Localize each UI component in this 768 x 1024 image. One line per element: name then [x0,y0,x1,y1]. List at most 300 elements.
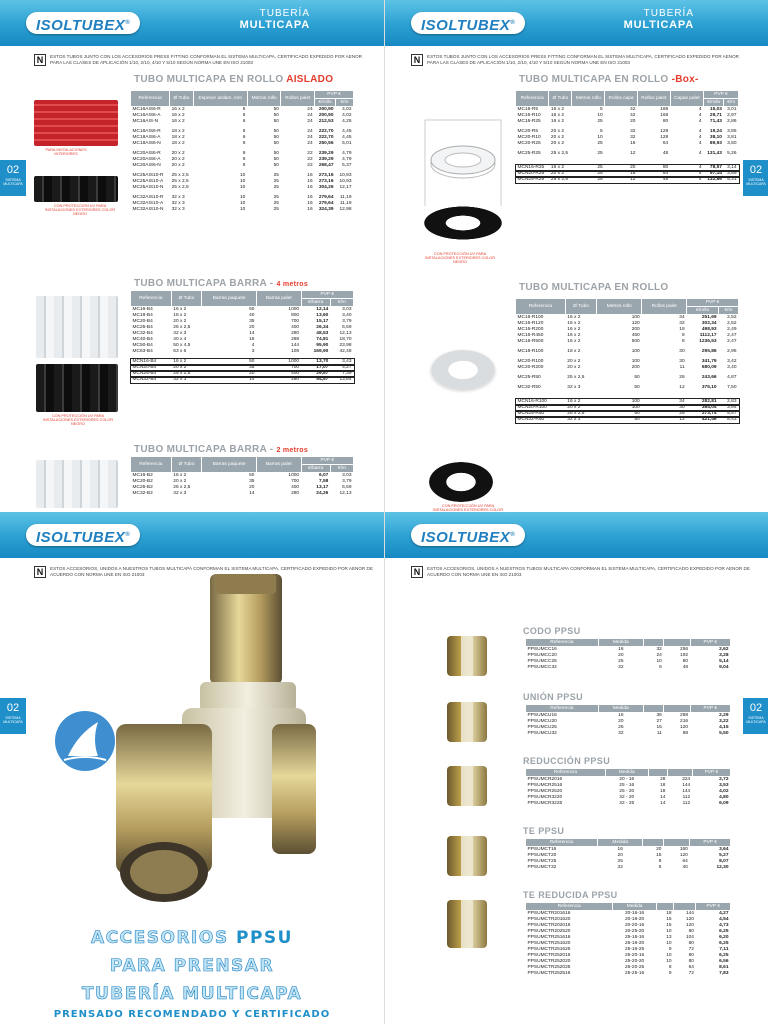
reference-cell: MC63-B4 [132,349,153,354]
table-cell: 10 [240,173,246,178]
reference-cell: MC16-R200 [517,327,544,332]
table-cell: 239,29 [318,151,334,156]
table-cell: 13,60 [316,313,329,318]
table-cell: 120 [680,725,689,730]
header-title-top: TUBERÍA [643,8,694,19]
table-cell: 25 [618,725,624,730]
reference-cell: MC25-B4 [132,325,153,330]
table-cell: 11,19 [339,195,352,200]
table-cell: 20 [249,325,255,330]
n-certification-icon: N [34,54,46,66]
table-cell: 16 x 2 [173,307,187,312]
table-cell: 4,80 [719,795,729,800]
rollo-aislado-table [130,90,354,213]
table-header-cell: PVP € [690,639,730,647]
table-cell: 50 [273,163,279,168]
table-cell: 9 [668,947,672,952]
table-cell: 4,79 [342,157,352,162]
reference-cell: MC20-B2 [132,479,153,484]
table-cell: 16 x 2 [173,473,187,478]
table-cell: 25 [597,141,603,146]
reference-cell: MCN32-R50 [517,417,545,422]
table-cell: 10 [666,941,672,946]
table-cell: 26 [679,411,685,416]
ppsu-fitting-photo [447,766,487,806]
table-cell: 10 [666,959,672,964]
table-cell: 16 x 2 [171,113,185,118]
table-cell: 16 x 2 [567,321,581,326]
table-cell: 6 [242,129,246,134]
table-cell: 16 [307,173,313,178]
table-row [526,865,731,871]
table-cell: 24 [307,119,313,124]
table-cell: 80 [682,659,689,664]
table-cell: 19,24 [709,129,722,134]
table-cell: 5 [599,107,603,112]
table-cell: 112 [682,795,691,800]
table-cell: 97,14 [709,171,722,176]
table-cell: 12,17 [339,185,352,190]
table-cell: 2,72 [719,777,729,782]
table-cell: 104 [685,935,694,940]
table-header-pvp: PVP € [704,91,739,99]
white-coil-photo [431,350,495,390]
table-cell: 34 [679,399,685,404]
reference-cell: MCN20-R25 [517,171,545,176]
reference-cell: PPSUMCTR251620 [527,941,571,946]
table-cell: 18 [666,911,672,916]
table-cell: 12,13 [339,331,352,336]
table-cell: 16 [307,207,313,212]
table-cell: 25-16-20 [624,941,645,946]
table-cell: 3,84 [727,405,737,410]
table-cell: 24 [307,113,313,118]
table-cell: 5,47 [727,411,737,416]
table-cell: 6,59 [342,325,352,330]
table-cell: 4,02 [342,113,352,118]
table-cell: 498,93 [701,327,717,332]
table-cell: 18 x 2 [171,129,185,134]
table-cell: 20-25-20 [624,929,645,934]
table-cell: 13,17 [316,485,329,490]
table-cell: 5,31 [727,177,737,182]
table-header-cell: €/m [336,99,354,107]
table-cell: 280 [291,377,300,382]
table-cell: 20-16-20 [624,917,645,922]
table-cell: 20 x 2 [171,163,185,168]
table-cell: 32 - 20 [619,795,635,800]
table-cell: 25 [273,201,279,206]
red-pipe-note: PARA INSTALACIONES INTERIORES [45,148,87,157]
table-row [516,177,739,183]
table-header-cell [674,903,696,911]
table-cell: 5,37 [342,163,352,168]
table-cell: 16 [630,141,636,146]
table-cell: 144 [682,783,691,788]
table-cell: 4,45 [342,129,352,134]
table-cell: 64 [688,965,694,970]
table-header-cell [667,769,692,777]
table-header-cell: Barras palet [256,291,301,307]
pipe-coil-box-diagram [421,100,505,220]
table-cell: 3,01 [727,107,737,112]
page-24 [0,512,384,1024]
table-cell: 20 x 2 [550,135,564,140]
table-cell: 7,50 [727,385,737,390]
table-cell: 2,62 [719,647,729,652]
table-cell: 18 [660,783,666,788]
table-cell: 100 [631,315,640,320]
barra-note: CON PROTECCIÓN UV PARA INSTALACIONES EXTERIORES COLOR NEGRO [42,414,114,427]
table-row [526,665,731,671]
table-header-cell [643,839,664,847]
table-header-cell: Referencia [526,839,598,847]
table-cell: 40 x 4 [173,337,187,342]
header-titles [624,8,694,31]
table-header-cell: Medida [597,839,643,847]
header-title-bottom: MULTICAPA [623,19,694,31]
page-25 [384,512,768,1024]
page-23 [384,0,768,512]
chapter-tab [0,698,26,734]
ppsu-fitting-photo [447,900,487,948]
ppsu-tee-fitting-photo [112,574,320,914]
chapter-tab [743,160,768,196]
table-cell: 6 [659,665,662,670]
table-cell: 34 [679,315,685,320]
section-title-2: REDUCCIÓN PPSU [523,756,611,766]
table-cell: 200 [631,365,640,370]
table-cell: 10,93 [339,173,352,178]
table-cell: 14 [249,377,255,382]
reference-cell: PPSUMCT20 [527,853,557,858]
page-22 [0,0,384,512]
table-cell: 12,30 [716,865,729,870]
table-cell: 14 [660,795,666,800]
table-cell: 20 x 2 [550,129,564,134]
section-title-1: UNIÓN PPSU [523,692,584,702]
table-cell: 3,42 [727,359,737,364]
table-cell: 11 [679,365,685,370]
reference-cell: MCN20-R100 [517,405,547,410]
table-cell: 42 [630,113,636,118]
table-cell: 16 [307,179,313,184]
chapter-number: 02 [6,702,20,714]
table-cell: 224 [682,777,691,782]
table-row [131,377,354,383]
reference-cell: MC32-R50 [517,385,541,390]
table-cell: 4,25 [342,119,352,124]
table-cell: 25 x 2,5 [173,485,191,490]
table-row [131,491,354,497]
table-cell: 700 [291,479,300,484]
table-row [526,971,731,977]
table-cell: 25-20-25 [624,965,645,970]
table-cell: 131,43 [707,151,722,156]
table-header-cell: Rollos palet [637,91,670,107]
reference-cell: MC18-B4 [132,313,153,318]
section-title-4: TE REDUCIDA PPSU [523,890,618,900]
table-row [526,731,731,737]
table-cell: 14 [249,331,255,336]
reference-cell: PPSUMCU25 [527,725,557,730]
table-cell: 16 x 2 [567,327,581,332]
table-cell: 18,70 [339,337,352,342]
reference-cell: PPSUMCC16 [527,647,557,652]
section-title-rollo-aislado: TUBO MULTICAPA EN ROLLO AISLADO [134,74,334,85]
table-cell: 400 [291,325,300,330]
table-cell: 29,57 [316,371,329,376]
reference-cell: MC40-B4 [132,337,153,342]
reference-cell: PPSUMCU20 [527,719,557,724]
table-header-cell [643,705,663,713]
table-cell: 3,85 [727,129,737,134]
table-cell: 3,22 [719,719,729,724]
n-certification-icon: N [411,54,423,66]
table-cell: 144 [682,789,691,794]
table-header-cell: €/barra [301,465,330,473]
table-cell: 15 [656,853,662,858]
table-cell: 20-16-16 [624,911,645,916]
reference-cell: MC20-R10 [517,135,541,140]
chapter-number: 02 [6,164,20,176]
table-cell: 450 [631,333,640,338]
table-cell: 25 [597,171,603,176]
table-cell: 32 x 3 [567,417,581,422]
table-cell: 13 [666,935,672,940]
reference-cell: MC20AIS6-R [132,151,161,156]
table-cell: 6,20 [719,935,729,940]
table-cell: 8,61 [719,965,729,970]
table-cell: 8 [668,965,672,970]
reference-cell: MC16-R5 [517,107,539,112]
table-cell: 28 [660,777,666,782]
chapter-label: SISTEMA MULTICAPA [746,716,766,724]
chapter-tab [0,160,26,196]
table-cell: 26,34 [316,325,329,330]
table-cell: 6,59 [342,485,352,490]
intro-text-block [34,54,374,66]
table-cell: 80 [662,119,669,124]
table-cell: 280 [291,491,300,496]
intro-text: ESTOS TUBOS JUNTO CON LOS ACCESORIOS PRESS FITTING CONFORMAN EL SISTEMA MULTICAPA, CERTIFICADO EXPEDIDO POR AENOR PARA LAS CLASES DE APLICACIÓN 1/10, 2/10, 4/10 Y 5/10 SEGÚN NORMA UNE EN ISO 21003 [427,54,740,65]
table-cell: 64 [662,141,669,146]
table-cell: 25 [617,859,623,864]
table-cell: 4 [698,113,702,118]
table-cell: 11 [656,731,662,736]
reference-cell: MC25-B2 [132,485,153,490]
table-cell: 16 x 2 [567,333,581,338]
reference-cell: MC18AIS6-N [132,141,161,146]
table-cell: 78,57 [709,165,722,170]
table-cell: 88 [682,731,689,736]
table-cell: 4,45 [342,135,352,140]
table-header-cell: Barras paquete [202,457,257,473]
table-cell: 4 [698,141,702,146]
table-cell: 2,29 [719,713,729,718]
reference-cell: PPSUMCR2016 [527,777,563,782]
table-cell: 4 [698,151,702,156]
table-row [516,417,739,423]
table-cell: 212,53 [318,119,334,124]
table-cell: 4 [698,119,702,124]
table-cell: 160 [679,847,688,852]
table-cell: 3,03 [342,473,352,478]
table-cell: 273,16 [318,173,334,178]
table-cell: 40 [682,865,688,870]
black-insulated-pipe-photo [34,176,118,202]
table-cell: 80 [688,929,694,934]
table-cell: 20 [618,719,624,724]
table-cell: 384,04 [701,405,717,410]
reference-cell: MC16-B4 [132,307,153,312]
table-cell: 27 [656,719,662,724]
table-header-cell [643,639,663,647]
table-cell: 3,53 [719,783,729,788]
table-cell: 10 [240,207,246,212]
table-cell: 2,86 [727,119,737,124]
section-title-barra-2m: TUBO MULTICAPA BARRA - 2 metros [134,444,309,455]
table-header-cell: Rollos palet [642,299,687,315]
table-cell: 700 [291,365,300,370]
table-cell: 32 [679,321,685,326]
reference-cell: PPSUMCR2520 [527,789,563,794]
table-cell: 144 [291,343,300,348]
table-cell: 120 [679,853,688,858]
table-cell: 25 x 2,5 [550,177,568,182]
intro-text-block [411,54,751,66]
table-header-cell: Medida [598,639,643,647]
table-cell: 256 [680,647,689,652]
table-header-cell: €/m [719,307,739,315]
table-cell: 421,46 [701,417,717,422]
page-header [0,0,384,46]
table-cell: 25 [273,179,279,184]
reference-cell: PPSUMCC20 [527,653,557,658]
table-cell: 32 [618,731,624,736]
headline-line-2: PARA PRENSAR [109,956,275,976]
table-cell: 279,64 [318,195,334,200]
table-cell: 8,43 [727,417,737,422]
table-header-cell: Metros rollo [247,91,281,107]
table-cell: 273,74 [701,411,717,416]
chapter-label: SISTEMA MULTICAPA [746,178,766,186]
table-cell: 4,73 [719,923,729,928]
table-cell: 25 [273,173,279,178]
reference-cell: PPSUMCT16 [527,847,557,852]
table-cell: 16 x 2 [550,113,564,118]
chapter-number: 02 [749,164,763,176]
reference-cell: MC16-R10 [517,113,541,118]
reference-cell: PPSUMCT25 [527,859,557,864]
ppsu-table-3 [525,838,731,871]
table-cell: 12,14 [316,307,329,312]
table-header-cell: PVP € [692,769,730,777]
table-cell: 144 [685,911,694,916]
reference-cell: MC16-R120 [517,321,544,326]
table-cell: 4 [698,135,702,140]
page-header [0,512,384,558]
table-cell: 16 [618,713,624,718]
table-cell: 2,97 [727,113,737,118]
table-cell: 50 [634,375,640,380]
table-cell: 5 [658,865,662,870]
reference-cell: PPSUMCTR252016 [527,953,571,958]
table-cell: 16 x 2 [173,359,187,364]
table-cell: 6 [242,119,246,124]
table-header-cell: Rollos capa [605,91,638,107]
n-certification-icon: N [34,566,46,578]
table-cell: 222,70 [318,129,334,134]
reference-cell: MC18AIS6-R [132,129,161,134]
table-cell: 6 [242,135,246,140]
reference-cell: MC16-R500 [517,339,544,344]
table-cell: 12 [630,151,636,156]
reference-cell: MC32AIS10-A [132,201,164,206]
table-cell: 6 [242,163,246,168]
white-short-pipes-photo [36,460,118,508]
table-cell: 71,43 [709,119,722,124]
table-cell: 17,07 [316,365,329,370]
table-cell: 15,03 [709,107,722,112]
table-cell: 72 [688,971,694,976]
header-titles [240,8,310,31]
table-cell: 63 x 6 [173,349,187,354]
reference-cell: MC16-R100 [517,315,544,320]
reference-cell: MC20-R100 [517,359,544,364]
table-cell: 80 [662,165,669,170]
ppsu-ring [461,702,473,742]
table-cell: 120 [685,917,694,922]
reference-cell: MCN20-B4 [132,365,157,370]
intro-text: ESTOS ACCESORIOS, UNIDOS A NUESTROS TUBOS MULTICAPA CONFORMAN EL SISTEMA MULTICAPA, CERTIFICADO EXPEDIDO POR AENOR DE ACUERDO CON NORMA UNE EN ISO 21003 [427,566,750,577]
table-cell: 680,09 [701,365,717,370]
table-cell: 6,25 [719,941,729,946]
table-header-cell: Barras palet [256,457,301,473]
reference-cell: MCN16-B4 [132,359,157,364]
table-cell: 20 x 2 [567,405,581,410]
table-cell: 18 x 2 [173,313,187,318]
table-cell: 302,34 [701,321,717,326]
table-cell: 216 [680,719,689,724]
table-cell: 4,02 [342,107,352,112]
table-header-cell: Referencia [131,457,172,473]
table-cell: 16 [630,171,636,176]
table-header-cell: Referencia [516,91,549,107]
table-header-pvp: PVP € [301,457,353,465]
page-header [385,512,768,558]
reference-cell: PPSUMCR3225 [527,801,563,806]
table-cell: 12 [630,177,636,182]
table-cell: 120 [685,923,694,928]
table-header-cell: Referencia [131,291,172,307]
table-cell: 50 [273,113,279,118]
white-bar-pipes-photo [36,296,118,358]
table-cell: 295,86 [701,349,717,354]
table-cell: 192 [680,653,689,658]
table-cell: 42,48 [339,349,352,354]
reference-cell: PPSUMCR2516 [527,783,563,788]
table-cell: 3,40 [727,365,737,370]
table-cell: 10 [240,201,246,206]
table-cell: 1000 [288,307,300,312]
table-cell: 7,58 [318,479,329,484]
table-cell: 20 [617,853,623,858]
black-coil-photo [423,206,503,240]
table-cell: 32 x 3 [173,491,187,496]
reference-cell: MC25AIS10-N [132,185,164,190]
table-cell: 20 [630,119,636,124]
